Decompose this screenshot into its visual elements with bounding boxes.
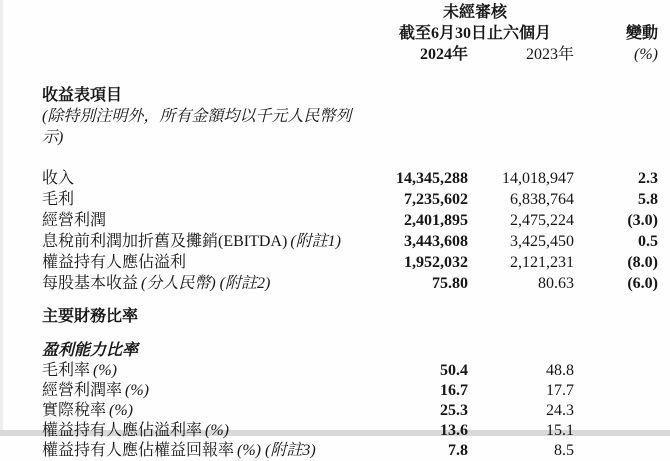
income-section-title: 收益表項目 [42, 87, 123, 104]
row-note: (%) [205, 422, 229, 439]
value-2024: 25.3 [440, 402, 468, 419]
row-label: 實際稅率 (%) [42, 402, 133, 419]
value-change: 2.3 [638, 170, 658, 187]
ratio-row-gross-margin [42, 361, 658, 381]
header-row-period [42, 23, 658, 44]
value-2023: 80.63 [538, 275, 574, 292]
header-row-years [42, 44, 658, 65]
ratio-section-title-row [42, 306, 658, 327]
header-row-unaudited [42, 2, 658, 23]
value-change: 0.5 [638, 233, 658, 250]
ratio-section-title: 主要財務比率 [42, 308, 139, 325]
value-2024: 13.6 [440, 422, 468, 439]
value-2023: 2,121,231 [510, 254, 574, 271]
value-2024: 2,401,895 [404, 212, 468, 229]
ratio-row-return-on-equity [42, 441, 658, 461]
income-row-revenue [42, 168, 658, 189]
value-2024: 16.7 [440, 382, 468, 399]
row-note: (%) (附註3) [237, 442, 316, 459]
header-change-label: 變動 [625, 25, 658, 42]
ratio-row-operating-margin [42, 381, 658, 401]
row-note: (%) [93, 362, 117, 379]
row-label: 經營利潤率 (%) [42, 382, 149, 399]
income-section-title-row [42, 85, 658, 106]
column-header-change-unit: (%) [634, 46, 658, 63]
profitability-subtitle: 盈利能力比率 [42, 342, 139, 359]
income-row-profit-to-holders [42, 252, 658, 273]
row-label: 權益持有人應佔權益回報率 (%) (附註3) [42, 442, 316, 459]
row-note: (附註1) [290, 233, 341, 250]
value-2023: 15.1 [546, 422, 574, 439]
value-change: 5.8 [638, 191, 658, 208]
header-unaudited-label: 未經審核 [442, 4, 507, 21]
column-header-2024: 2024年 [419, 46, 468, 63]
value-2024: 75.80 [432, 275, 468, 292]
income-row-gross-profit [42, 189, 658, 210]
income-section-note-row [42, 106, 658, 148]
income-row-operating-profit [42, 210, 658, 231]
row-label: 每股基本收益 (分人民幣) (附註2) [42, 275, 271, 292]
income-section-note: (除特別注明外，所有金額均以千元人民幣列示) [42, 108, 352, 146]
value-2024: 14,345,288 [396, 170, 468, 187]
value-2023: 24.3 [546, 402, 574, 419]
value-2024: 1,952,032 [404, 254, 468, 271]
ratio-row-effective-tax-rate [42, 401, 658, 421]
column-header-2023: 2023年 [525, 46, 574, 63]
row-label: 權益持有人應佔溢利率 (%) [42, 422, 229, 439]
row-label: 經營利潤 [42, 212, 107, 229]
row-label: 權益持有人應佔溢利 [42, 254, 187, 271]
value-2023: 17.7 [546, 382, 574, 399]
value-2023: 3,425,450 [510, 233, 574, 250]
income-row-basic-eps [42, 273, 658, 294]
value-2023: 48.8 [546, 362, 574, 379]
value-2024: 7,235,602 [404, 191, 468, 208]
row-label: 毛利 [42, 191, 75, 208]
value-2024: 50.4 [440, 362, 468, 379]
profitability-subtitle-row [42, 340, 658, 361]
row-label: 毛利率 (%) [42, 362, 117, 379]
value-2023: 14,018,947 [502, 170, 574, 187]
value-2023: 6,838,764 [510, 191, 574, 208]
row-label: 息稅前利潤加折舊及攤銷(EBITDA) (附註1) [42, 233, 341, 250]
row-note: (分人民幣) (附註2) [141, 275, 271, 292]
value-2023: 8.5 [554, 442, 574, 459]
value-2023: 2,475,224 [510, 212, 574, 229]
value-change: (8.0) [627, 254, 658, 271]
value-2024: 7.8 [448, 442, 468, 459]
row-label: 收入 [42, 170, 75, 187]
value-2024: 3,443,608 [404, 233, 468, 250]
ratio-row-profit-margin-to-holders [42, 421, 658, 441]
value-change: (6.0) [627, 275, 658, 292]
row-note: (%) [125, 382, 149, 399]
value-change: (3.0) [627, 212, 658, 229]
income-row-ebitda [42, 231, 658, 252]
row-note: (%) [109, 402, 133, 419]
header-period-label: 截至6月30日止六個月 [398, 25, 551, 42]
